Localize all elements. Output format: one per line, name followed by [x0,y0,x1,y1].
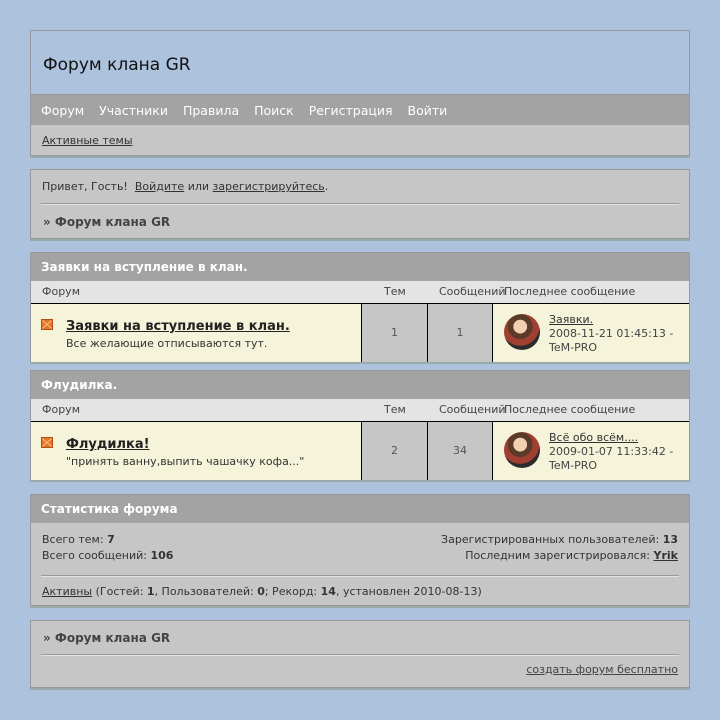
login-link[interactable]: Войдите [134,180,185,193]
last-topic-link[interactable]: Всё обо всём.... [549,431,639,444]
col-topics: Тем [384,285,406,298]
total-topics-label: Всего тем: [42,533,104,546]
divider [41,203,679,205]
record-date: , установлен 2010-08-13) [335,585,482,598]
registered-users-label: Зарегистрированных пользователей: [441,533,660,546]
forum-row [31,304,689,362]
forum-title: Форум клана GR [43,55,191,75]
nav-item-members[interactable]: Участники [99,103,168,118]
last-post-cell [492,422,690,480]
forum-status-icon [41,437,53,448]
welcome-box [30,169,690,239]
online-line [42,585,482,598]
total-posts-label: Всего сообщений: [42,549,147,562]
last-post-user: TeM-PRO [549,341,598,354]
divider [41,575,679,577]
forum-description: Все желающие отписываются тут. [66,337,268,350]
greeting-text: Привет, Гость! [42,180,128,193]
record-value: 14 [320,585,336,598]
forum-name-link[interactable]: Заявки на вступление в клан. [66,319,290,334]
category-title: Заявки на вступление в клан. [41,260,248,274]
col-last: Последнее сообщение [504,285,636,298]
newest-user-label: Последним зарегистрировался: [465,549,651,562]
column-headers [31,281,689,304]
col-forum: Форум [42,403,80,416]
col-forum: Форум [42,285,80,298]
category-header [31,253,689,281]
nav-item-forum[interactable]: Форум [41,103,85,118]
total-topics-value: 7 [107,533,115,546]
user-avatar [504,432,540,468]
nav-item-rules[interactable]: Правила [182,103,240,118]
users-label: , Пользователей: [154,585,254,598]
category-applications [30,252,690,362]
record-label: ; Рекорд: [264,585,318,598]
sub-nav [31,125,689,155]
total-posts [42,549,173,562]
col-topics: Тем [384,403,406,416]
guests-value: 1 [146,585,155,598]
last-post-cell [492,304,690,362]
total-topics [42,533,115,546]
post-count: 1 [427,304,492,362]
registered-users [441,533,678,546]
nav-item-register[interactable]: Регистрация [308,103,393,118]
stats-title: Статистика форума [41,502,178,516]
forum-description: "принять ванну,выпить чашачку кофа..." [66,455,305,468]
forum-status-icon [41,319,53,330]
user-avatar [504,314,540,350]
category-title: Флудилка. [41,378,118,392]
create-forum-link[interactable]: создать форум бесплатно [526,663,678,676]
category-header [31,371,689,399]
title-bar [31,31,689,95]
last-post-date: 2009-01-07 11:33:42 - [549,445,674,458]
online-link[interactable]: Активны [42,585,93,598]
footer-breadcrumb[interactable]: » Форум клана GR [43,631,171,645]
topic-count: 2 [361,422,427,480]
last-post-date: 2008-11-21 01:45:13 - [549,327,674,340]
nav-item-login[interactable]: Войти [407,103,448,118]
post-count: 34 [427,422,492,480]
guests-label: (Гостей: [95,585,144,598]
nav-item-search[interactable]: Поиск [254,103,294,118]
newest-user [465,549,678,562]
main-nav [31,95,689,125]
last-topic-link[interactable]: Заявки. [549,313,594,326]
topic-count: 1 [361,304,427,362]
users-value: 0 [257,585,265,598]
breadcrumb[interactable]: » Форум клана GR [43,215,171,229]
total-posts-value: 106 [150,549,174,562]
registered-users-value: 13 [662,533,678,546]
divider [41,654,679,656]
forum-header [30,30,690,156]
greeting-line [42,180,328,193]
newest-user-link[interactable]: Yrik [653,549,678,562]
forum-stats [30,494,690,606]
or-text: или [187,180,210,193]
stats-header [31,495,689,523]
forum-name-link[interactable]: Флудилка! [66,437,150,452]
col-last: Последнее сообщение [504,403,636,416]
forum-row [31,422,689,480]
active-topics-link[interactable]: Активные темы [42,134,133,147]
col-posts: Сообщений [439,285,506,298]
register-link[interactable]: зарегистрируйтесь [212,180,325,193]
column-headers [31,399,689,422]
category-flood [30,370,690,480]
period-text: . [324,180,329,193]
last-post-user: TeM-PRO [549,459,598,472]
forum-footer [30,620,690,688]
col-posts: Сообщений [439,403,506,416]
